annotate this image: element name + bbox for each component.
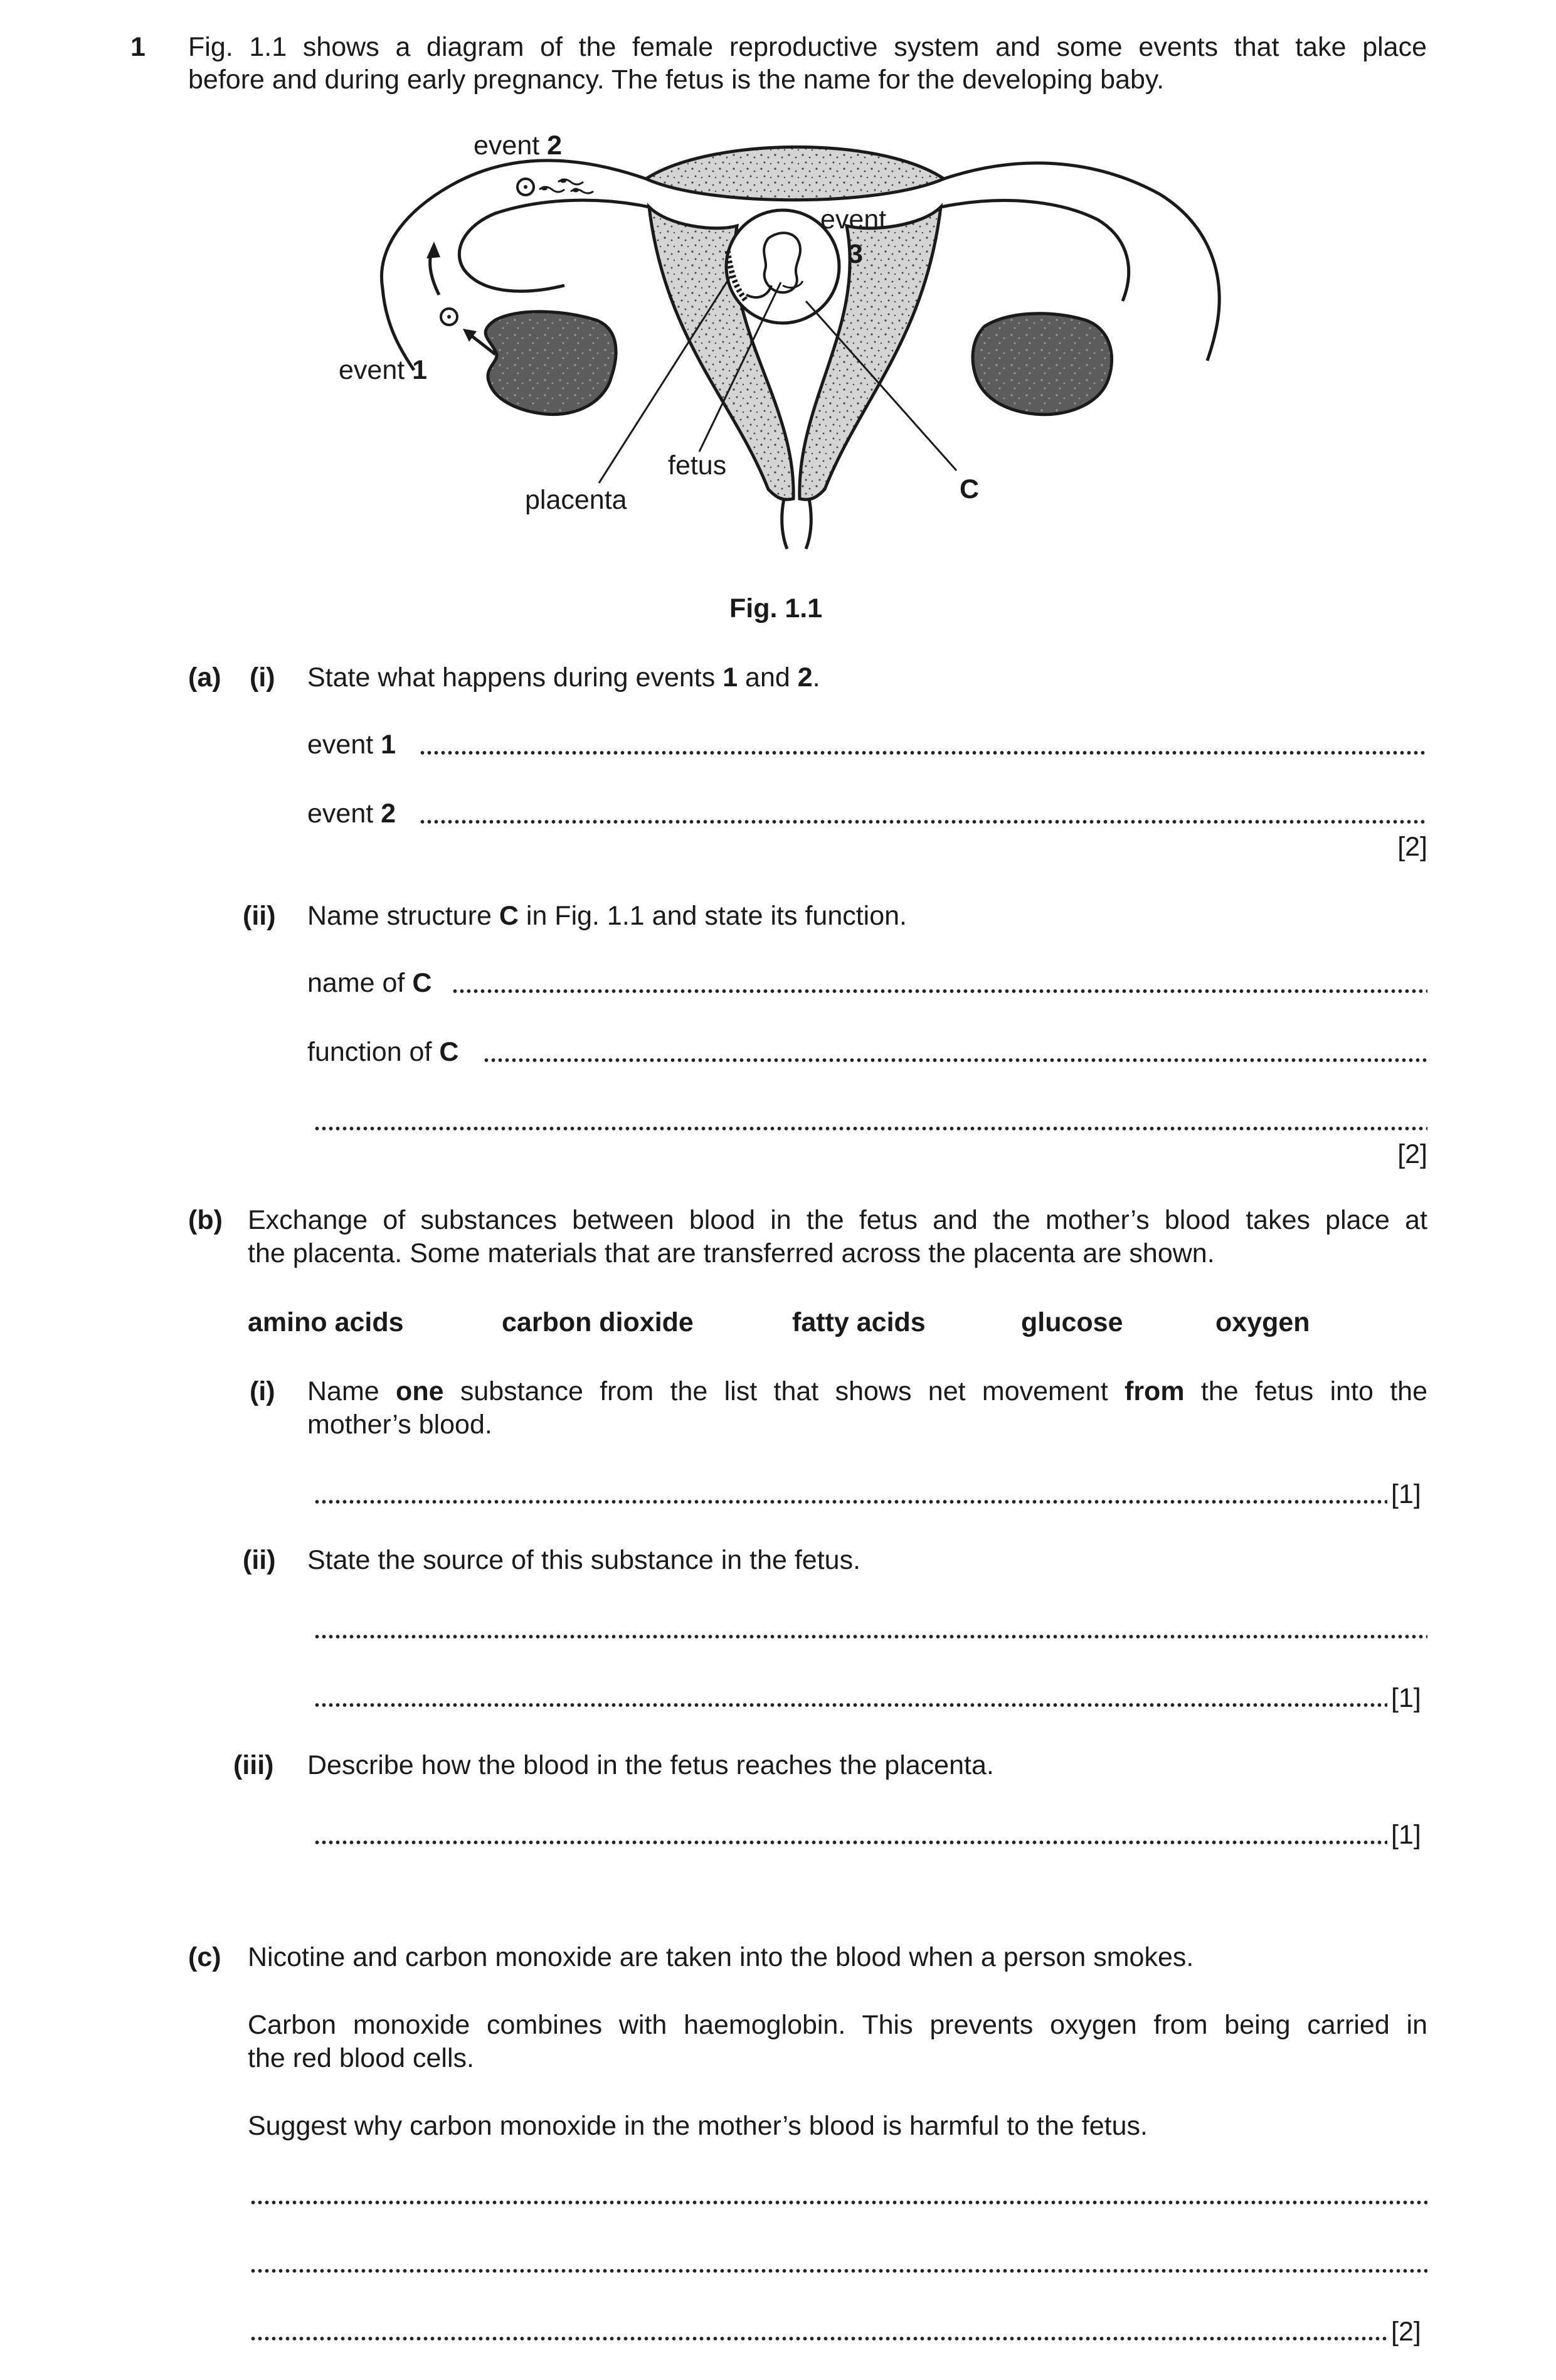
oviduct-left-inner: [459, 200, 649, 291]
part-b-i-label: (i): [250, 1376, 275, 1406]
function-of-c-answer-line-2[interactable]: [314, 1125, 1427, 1132]
marks-b-ii: [1]: [1391, 1683, 1421, 1713]
marks-a-ii: [2]: [1397, 1139, 1427, 1169]
substance-amino-acids: amino acids: [248, 1307, 404, 1337]
label-c: C: [960, 474, 980, 504]
reproductive-system-diagram: [0, 0, 1556, 596]
marks-a-i: [2]: [1397, 832, 1427, 862]
label-event3-num: 3: [848, 239, 863, 269]
function-of-c-answer-line[interactable]: [483, 1056, 1427, 1064]
label-event3-word: event: [820, 205, 887, 235]
part-c-line3: the red blood cells.: [248, 2043, 474, 2073]
oviduct-right-inner: [941, 201, 1129, 301]
part-a-label: (a): [188, 662, 221, 693]
question-b-ii: State the source of this substance in the fetus.: [307, 1545, 861, 1575]
part-c-label: (c): [188, 1942, 221, 1972]
question-b-i-line1: Name one substance from the list that shows net movement from the fetus into the: [307, 1376, 1428, 1406]
part-c-question: Suggest why carbon monoxide in the mother’s blood is harmful to the fetus.: [248, 2111, 1148, 2141]
event1-answer-label: event 1: [307, 730, 396, 760]
label-event1: event 1: [339, 355, 428, 385]
label-event2: event 2: [474, 130, 563, 161]
substance-fatty-acids: fatty acids: [792, 1307, 926, 1337]
question-number: 1: [130, 32, 146, 62]
answer-b-i-line[interactable]: [314, 1498, 1387, 1506]
answer-c-line-3[interactable]: [250, 2335, 1387, 2342]
ovary-left: [485, 312, 616, 415]
part-b-ii-label: (ii): [243, 1545, 276, 1575]
label-fetus: fetus: [668, 450, 727, 481]
answer-b-iii-line[interactable]: [314, 1839, 1387, 1846]
substance-glucose: glucose: [1021, 1307, 1123, 1337]
name-of-c-label: name of C: [307, 968, 432, 998]
name-of-c-answer-line[interactable]: [452, 987, 1427, 995]
part-c-line1: Nicotine and carbon monoxide are taken into the blood when a person smokes.: [248, 1942, 1194, 1972]
part-b-iii-label: (iii): [233, 1750, 274, 1780]
answer-c-line-1[interactable]: [250, 2199, 1427, 2206]
figure-caption: Fig. 1.1: [729, 593, 823, 624]
fetus-shape: [764, 233, 800, 292]
question-a-ii: Name structure C in Fig. 1.1 and state its function.: [307, 901, 908, 931]
question-a-i: State what happens during events 1 and 2.: [307, 662, 820, 693]
part-a-ii-label: (ii): [243, 901, 276, 931]
answer-b-ii-line-1[interactable]: [314, 1633, 1427, 1640]
part-a-i-label: (i): [250, 662, 275, 693]
marks-c: [2]: [1391, 2317, 1421, 2347]
part-c-line2: Carbon monoxide combines with haemoglobin. This prevents oxygen from being carried in: [248, 2010, 1427, 2040]
question-b-i-line2: mother’s blood.: [307, 1410, 492, 1440]
function-of-c-label: function of C: [307, 1037, 459, 1067]
vagina: [782, 499, 812, 549]
marks-b-iii: [1]: [1391, 1820, 1421, 1850]
event2-answer-line[interactable]: [419, 818, 1427, 826]
ovary-right: [973, 314, 1112, 415]
event2-answer-label: event 2: [307, 799, 396, 829]
intro-text-line1: Fig. 1.1 shows a diagram of the female reproductive system and some events that take place: [188, 32, 1427, 62]
question-b-iii: Describe how the blood in the fetus reaches the placenta.: [307, 1750, 994, 1780]
event1-answer-line[interactable]: [419, 749, 1427, 757]
intro-text-line2: before and during early pregnancy. The fetus is the name for the developing baby.: [188, 65, 1165, 95]
uterine-cavity: [646, 147, 944, 199]
marks-b-i: [1]: [1391, 1479, 1421, 1509]
answer-c-line-2[interactable]: [250, 2267, 1427, 2275]
part-b-label: (b): [188, 1205, 223, 1235]
substance-oxygen: oxygen: [1215, 1307, 1310, 1337]
label-placenta: placenta: [525, 485, 627, 515]
substance-carbon-dioxide: carbon dioxide: [502, 1307, 694, 1337]
answer-b-ii-line-2[interactable]: [314, 1701, 1387, 1709]
part-b-intro-line2: the placenta. Some materials that are transferred across the placenta are shown.: [248, 1238, 1215, 1268]
part-b-intro-line1: Exchange of substances between blood in the fetus and the mother’s blood takes place at: [248, 1205, 1427, 1235]
